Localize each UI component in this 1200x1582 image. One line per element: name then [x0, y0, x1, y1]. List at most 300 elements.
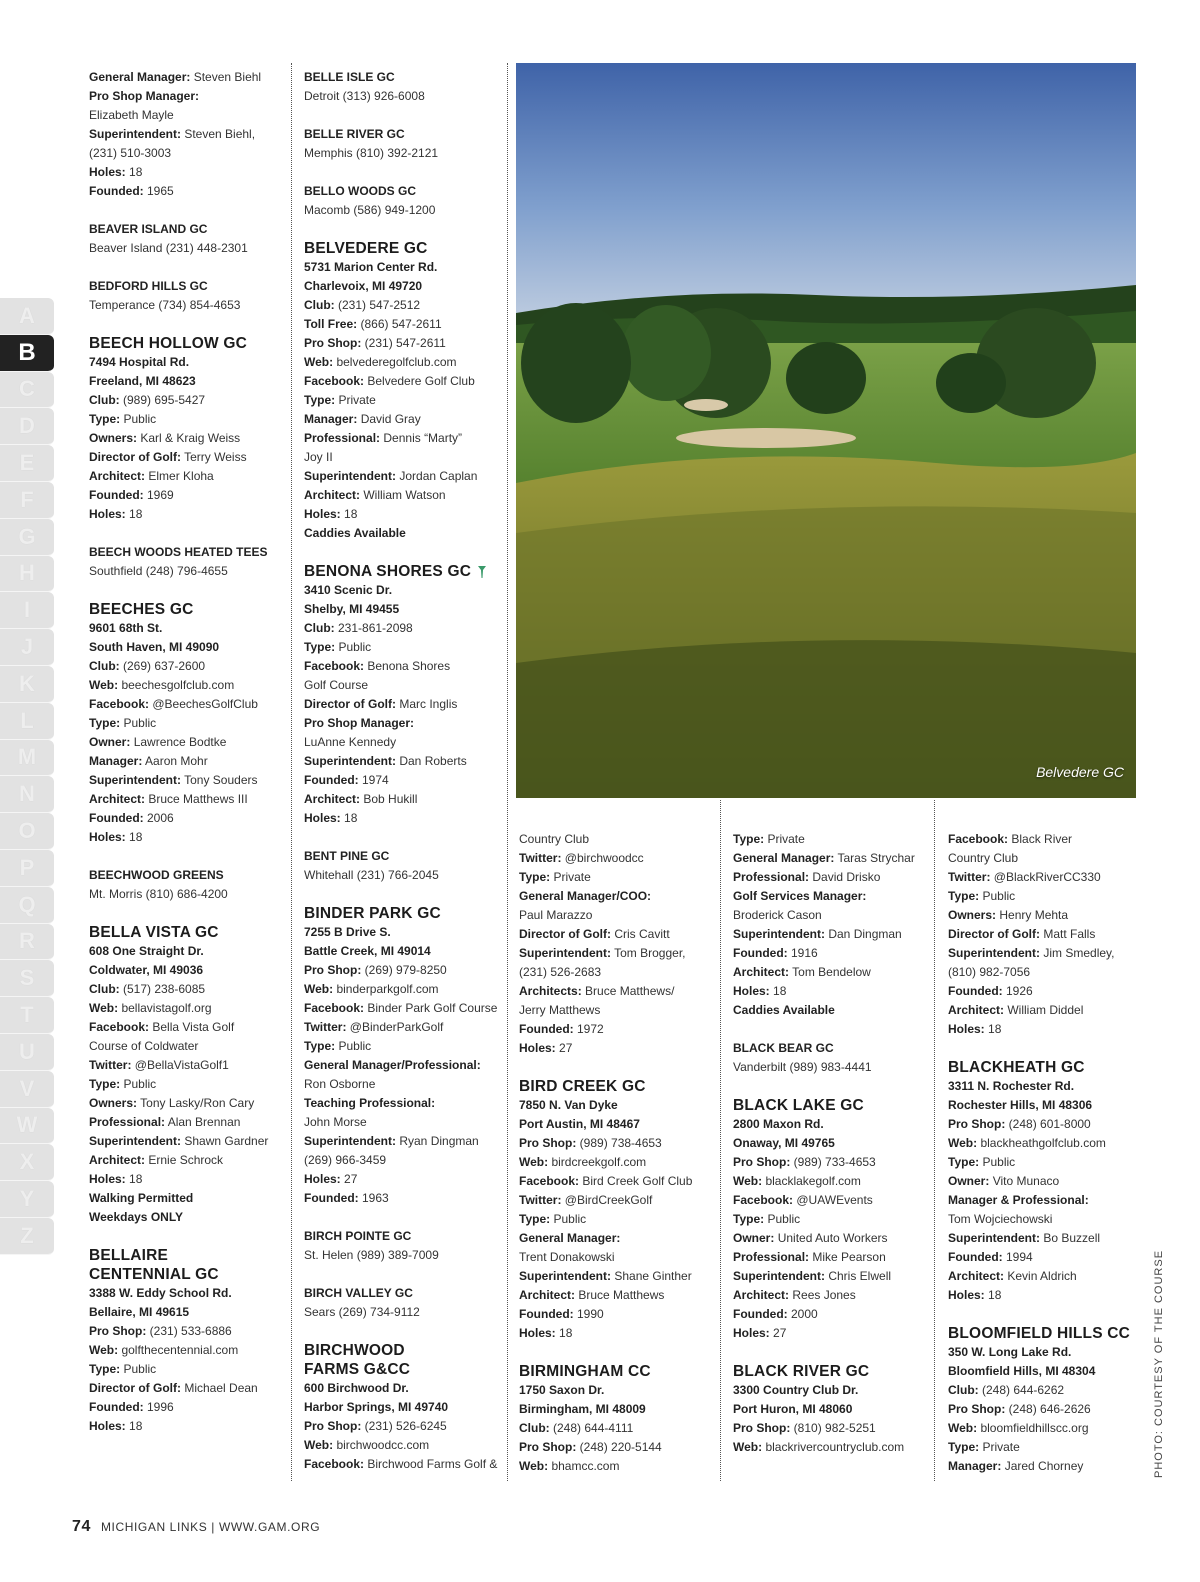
detail-line — [948, 1286, 1138, 1305]
course-name: BENONA SHORES GC — [304, 562, 500, 581]
detail-label: Owner: — [733, 1231, 775, 1245]
detail-line — [948, 1229, 1138, 1248]
alphabet-tab-k[interactable]: K — [0, 666, 54, 703]
detail-label: Club: — [948, 1383, 979, 1397]
note-line: Weekdays ONLY — [89, 1210, 184, 1224]
detail-value: Private — [767, 832, 805, 846]
course-name: BELLAIRE — [89, 1247, 169, 1264]
course-entry-continued — [89, 68, 279, 201]
detail-line — [519, 830, 709, 849]
detail-value: Belvedere Golf Club — [367, 374, 475, 388]
alphabet-tab-e[interactable]: E — [0, 445, 54, 482]
alphabet-tab-t[interactable]: T — [0, 997, 54, 1034]
detail-value: Dan Roberts — [399, 754, 467, 768]
detail-value: bellavistagolf.org — [121, 1001, 212, 1015]
detail-label: Holes: — [948, 1022, 985, 1036]
directory-column-3 — [519, 830, 709, 1495]
detail-line — [304, 657, 500, 676]
detail-label: General Manager: — [519, 1231, 621, 1245]
detail-line — [519, 1020, 709, 1039]
detail-line — [519, 1286, 709, 1305]
detail-label: Director of Golf: — [948, 927, 1040, 941]
detail-line — [519, 963, 709, 982]
detail-line — [948, 906, 1138, 925]
detail-label: General Manager: — [89, 70, 191, 84]
detail-line — [948, 1438, 1138, 1457]
detail-value: Beaver Island (231) 448-2301 — [89, 241, 248, 255]
detail-value: 18 — [129, 1419, 143, 1433]
detail-value: Public — [123, 716, 157, 730]
detail-value: Memphis (810) 392-2121 — [304, 146, 439, 160]
address-line: Harbor Springs, MI 49740 — [304, 1400, 449, 1414]
detail-label: Type: — [948, 1440, 980, 1454]
detail-label: Web: — [519, 1155, 549, 1169]
detail-line — [304, 391, 500, 410]
detail-label: Holes: — [519, 1326, 556, 1340]
detail-label: Holes: — [89, 1172, 126, 1186]
detail-line — [948, 887, 1138, 906]
course-name: BELVEDERE GC — [304, 240, 428, 257]
detail-line — [519, 1457, 709, 1476]
detail-label: Web: — [304, 355, 334, 369]
detail-line — [948, 1419, 1138, 1438]
detail-line — [519, 887, 709, 906]
detail-line — [304, 1037, 500, 1056]
detail-line — [519, 1419, 709, 1438]
detail-label: Pro Shop: — [948, 1117, 1006, 1131]
detail-value: William Watson — [363, 488, 446, 502]
detail-label: Architect: — [733, 1288, 790, 1302]
detail-value: 18 — [988, 1022, 1002, 1036]
course-name: BEECHWOOD GREENS — [89, 868, 224, 882]
detail-line — [519, 1153, 709, 1172]
detail-value: Detroit (313) 926-6008 — [304, 89, 425, 103]
detail-line — [519, 1172, 709, 1191]
alphabet-tab-f[interactable]: F — [0, 482, 54, 519]
detail-value: Golf Course — [304, 678, 369, 692]
detail-line — [89, 562, 279, 581]
address-line: 608 One Straight Dr. — [89, 944, 204, 958]
detail-line — [948, 849, 1138, 868]
address-line: Port Huron, MI 48060 — [733, 1402, 853, 1416]
detail-value: @BeechesGolfClub — [152, 697, 258, 711]
detail-line — [89, 885, 279, 904]
alphabet-tab-j[interactable]: J — [0, 629, 54, 666]
course-entry — [304, 125, 500, 163]
detail-label: Owners: — [948, 908, 997, 922]
course-name: BEECH WOODS HEATED TEES — [89, 545, 268, 559]
detail-label: Architect: — [89, 1153, 146, 1167]
detail-line — [519, 1324, 709, 1343]
detail-value: bhamcc.com — [551, 1459, 620, 1473]
detail-value: (269) 637-2600 — [123, 659, 206, 673]
alphabet-tab-u[interactable]: U — [0, 1034, 54, 1071]
detail-value: blacklakegolf.com — [765, 1174, 861, 1188]
course-entry — [89, 600, 279, 847]
detail-value: Sears (269) 734-9112 — [304, 1305, 420, 1319]
alphabet-tab-v[interactable]: V — [0, 1071, 54, 1108]
detail-label: Type: — [89, 1077, 121, 1091]
detail-label: Type: — [733, 832, 765, 846]
detail-label: Owner: — [89, 735, 131, 749]
course-name: FARMS G&CC — [304, 1361, 411, 1378]
directory-column-2 — [304, 68, 500, 1493]
detail-line — [89, 106, 279, 125]
detail-value: Tom Brogger, — [614, 946, 686, 960]
detail-label: Web: — [304, 1438, 334, 1452]
detail-label: Pro Shop: — [304, 963, 362, 977]
alphabet-tab-q[interactable]: Q — [0, 887, 54, 924]
detail-value: belvederegolfclub.com — [336, 355, 457, 369]
detail-label: Founded: — [519, 1022, 574, 1036]
detail-line — [519, 1267, 709, 1286]
detail-value: beechesgolfclub.com — [121, 678, 235, 692]
detail-value: (989) 738-4653 — [579, 1136, 662, 1150]
detail-line — [89, 87, 279, 106]
alphabet-tab-h[interactable]: H — [0, 556, 54, 593]
detail-label: Facebook: — [948, 832, 1009, 846]
detail-label: Architect: — [89, 792, 146, 806]
detail-line — [948, 1001, 1138, 1020]
detail-value: (989) 733-4653 — [793, 1155, 876, 1169]
detail-value: 1965 — [147, 184, 174, 198]
detail-line — [304, 315, 500, 334]
course-name: BELLE ISLE GC — [304, 70, 395, 84]
alphabet-tab-r[interactable]: R — [0, 924, 54, 961]
detail-value: @BlackRiverCC330 — [993, 870, 1101, 884]
detail-label: Founded: — [733, 1307, 788, 1321]
detail-label: Founded: — [304, 1191, 359, 1205]
detail-label: Facebook: — [89, 697, 150, 711]
detail-value: Dan Dingman — [828, 927, 902, 941]
detail-label: Superintendent: — [89, 1134, 181, 1148]
detail-label: Director of Golf: — [89, 450, 181, 464]
detail-line — [89, 1398, 279, 1417]
detail-line — [304, 1094, 500, 1113]
address-line: Bloomfield Hills, MI 48304 — [948, 1364, 1096, 1378]
course-name: BEECH HOLLOW GC — [89, 335, 247, 352]
alphabet-tab-m[interactable]: M — [0, 740, 54, 777]
detail-value: Bo Buzzell — [1043, 1231, 1101, 1245]
detail-line — [89, 505, 279, 524]
detail-value: Ernie Schrock — [148, 1153, 224, 1167]
address-line: Freeland, MI 48623 — [89, 374, 196, 388]
detail-label: Founded: — [948, 1250, 1003, 1264]
detail-line — [304, 448, 500, 467]
detail-line — [89, 1056, 279, 1075]
detail-line — [733, 1324, 923, 1343]
alphabet-tab-s[interactable]: S — [0, 960, 54, 997]
alphabet-tab-d[interactable]: D — [0, 408, 54, 445]
alphabet-tab-g[interactable]: G — [0, 519, 54, 556]
detail-line — [304, 486, 500, 505]
alphabet-tab-c[interactable]: C — [0, 372, 54, 409]
detail-line — [519, 1210, 709, 1229]
detail-value: Private — [338, 393, 376, 407]
detail-value: (269) 979-8250 — [364, 963, 447, 977]
course-entry — [948, 1324, 1138, 1476]
detail-value: Dennis “Marty” — [383, 431, 463, 445]
detail-label: Professional: — [304, 431, 381, 445]
detail-value: 27 — [344, 1172, 358, 1186]
detail-value: Ron Osborne — [304, 1077, 376, 1091]
detail-label: Owner: — [948, 1174, 990, 1188]
detail-label: Web: — [733, 1440, 763, 1454]
detail-value: Public — [982, 1155, 1016, 1169]
detail-label: Holes: — [89, 165, 126, 179]
detail-label: Superintendent: — [733, 927, 825, 941]
detail-value: 27 — [559, 1041, 573, 1055]
detail-label: Type: — [89, 716, 121, 730]
detail-value: Steven Biehl — [193, 70, 262, 84]
address-line: 7494 Hospital Rd. — [89, 355, 190, 369]
detail-label: Pro Shop: — [89, 1324, 147, 1338]
detail-value: 1916 — [791, 946, 818, 960]
detail-value: (517) 238-6085 — [123, 982, 206, 996]
course-entry — [89, 220, 279, 258]
detail-value: @birchwoodcc — [564, 851, 644, 865]
detail-line — [733, 849, 923, 868]
detail-label: Holes: — [733, 984, 770, 998]
alphabet-tab-i[interactable]: I — [0, 592, 54, 629]
detail-line — [519, 868, 709, 887]
detail-value: Private — [553, 870, 591, 884]
detail-line — [89, 239, 279, 258]
detail-line — [89, 733, 279, 752]
detail-label: Pro Shop: — [519, 1136, 577, 1150]
detail-value: 1996 — [147, 1400, 174, 1414]
detail-line — [89, 752, 279, 771]
column-divider — [507, 63, 508, 1481]
detail-value: Alan Brennan — [167, 1115, 241, 1129]
detail-value: Temperance (734) 854-4653 — [89, 298, 241, 312]
address-line: 9601 68th St. — [89, 621, 163, 635]
detail-line — [89, 410, 279, 429]
detail-label: Web: — [948, 1136, 978, 1150]
detail-value: Henry Mehta — [999, 908, 1069, 922]
detail-label: Architect: — [304, 488, 361, 502]
detail-value: (231) 547-2512 — [338, 298, 421, 312]
address-line: 350 W. Long Lake Rd. — [948, 1345, 1072, 1359]
detail-line — [733, 1419, 923, 1438]
detail-value: 1963 — [362, 1191, 389, 1205]
detail-line — [89, 695, 279, 714]
detail-value: Tony Lasky/Ron Cary — [140, 1096, 255, 1110]
course-name: BENT PINE GC — [304, 849, 390, 863]
detail-line — [89, 448, 279, 467]
detail-line — [89, 296, 279, 315]
detail-line — [304, 1417, 500, 1436]
detail-label: Pro Shop: — [733, 1421, 791, 1435]
detail-label: Type: — [89, 1362, 121, 1376]
detail-line — [304, 505, 500, 524]
detail-label: Teaching Professional: — [304, 1096, 436, 1110]
alphabet-tab-p[interactable]: P — [0, 850, 54, 887]
alphabet-tab-n[interactable]: N — [0, 776, 54, 813]
detail-line — [733, 830, 923, 849]
alphabet-tab-z[interactable]: Z — [0, 1218, 54, 1255]
detail-value: binderparkgolf.com — [336, 982, 439, 996]
detail-line — [304, 714, 500, 733]
detail-line — [304, 1113, 500, 1132]
detail-value: Jim Smedley, — [1043, 946, 1115, 960]
detail-line — [948, 1153, 1138, 1172]
detail-line — [304, 809, 500, 828]
detail-label: Superintendent: — [948, 946, 1040, 960]
directory-column-1 — [89, 68, 279, 1455]
detail-line — [519, 1248, 709, 1267]
detail-value: Jerry Matthews — [519, 1003, 601, 1017]
course-name: BEECHES GC — [89, 601, 194, 618]
course-name: BLACK RIVER GC — [733, 1363, 870, 1380]
detail-label: Director of Golf: — [304, 697, 396, 711]
detail-value: (248) 644-6262 — [982, 1383, 1065, 1397]
detail-value: (248) 644-4111 — [553, 1421, 634, 1435]
detail-label: Founded: — [89, 811, 144, 825]
detail-value: Mt. Morris (810) 686-4200 — [89, 887, 228, 901]
detail-label: Owners: — [89, 1096, 138, 1110]
detail-label: Pro Shop: — [948, 1402, 1006, 1416]
detail-label: Pro Shop: — [733, 1155, 791, 1169]
detail-line — [304, 87, 500, 106]
detail-label: Holes: — [89, 1419, 126, 1433]
detail-value: 1994 — [1006, 1250, 1033, 1264]
course-name: BINDER PARK GC — [304, 905, 441, 922]
detail-line — [519, 849, 709, 868]
detail-label: Web: — [89, 678, 119, 692]
detail-line — [89, 1113, 279, 1132]
detail-line — [304, 733, 500, 752]
detail-label: Architects: — [519, 984, 582, 998]
detail-value: 18 — [344, 507, 358, 521]
detail-label: Holes: — [89, 507, 126, 521]
detail-label: Club: — [89, 659, 120, 673]
detail-label: Architect: — [948, 1003, 1005, 1017]
note-line: Caddies Available — [733, 1003, 835, 1017]
detail-line — [89, 125, 279, 144]
address-line: 600 Birchwood Dr. — [304, 1381, 409, 1395]
detail-label: Web: — [89, 1001, 119, 1015]
detail-label: Facebook: — [89, 1020, 150, 1034]
detail-value: Elizabeth Mayle — [89, 108, 174, 122]
alphabet-tab-w[interactable]: W — [0, 1108, 54, 1145]
detail-value: (248) 220-5144 — [579, 1440, 662, 1454]
alphabet-tab-b[interactable]: B — [0, 335, 54, 372]
alphabet-tab-o[interactable]: O — [0, 813, 54, 850]
detail-line — [948, 1248, 1138, 1267]
alphabet-tab-y[interactable]: Y — [0, 1181, 54, 1218]
detail-line — [89, 790, 279, 809]
detail-value: United Auto Workers — [777, 1231, 888, 1245]
detail-label: Facebook: — [304, 374, 365, 388]
detail-label: Type: — [89, 412, 121, 426]
course-name: BIRCHWOOD — [304, 1342, 405, 1359]
detail-line — [304, 410, 500, 429]
course-entry — [733, 1096, 923, 1343]
course-entry — [519, 1077, 709, 1343]
detail-value: 18 — [129, 507, 143, 521]
detail-value: 1990 — [577, 1307, 604, 1321]
detail-value: bloomfieldhillscc.org — [980, 1421, 1089, 1435]
detail-value: @BirdCreekGolf — [564, 1193, 653, 1207]
course-entry — [948, 830, 1138, 1039]
detail-label: Founded: — [89, 488, 144, 502]
detail-label: Type: — [304, 1039, 336, 1053]
detail-line — [304, 1056, 500, 1075]
course-entry — [304, 847, 500, 885]
detail-value: Public — [338, 1039, 372, 1053]
detail-label: Pro Shop: — [304, 1419, 362, 1433]
detail-label: Facebook: — [304, 659, 365, 673]
detail-label: Toll Free: — [304, 317, 358, 331]
detail-line — [304, 429, 500, 448]
detail-value: Paul Marazzo — [519, 908, 593, 922]
alphabet-tab-a[interactable]: A — [0, 298, 54, 335]
detail-line — [519, 1191, 709, 1210]
detail-line — [733, 1305, 923, 1324]
detail-label: Architect: — [733, 965, 790, 979]
detail-value: Black River — [1011, 832, 1073, 846]
detail-value: John Morse — [304, 1115, 367, 1129]
detail-value: Public — [553, 1212, 587, 1226]
detail-value: (231) 533-6886 — [149, 1324, 232, 1338]
detail-value: Trent Donakowski — [519, 1250, 615, 1264]
address-line: 3300 Country Club Dr. — [733, 1383, 859, 1397]
alphabet-tab-x[interactable]: X — [0, 1144, 54, 1181]
detail-value: David Drisko — [812, 870, 881, 884]
detail-line — [304, 999, 500, 1018]
directory-column-5 — [948, 830, 1138, 1495]
detail-line — [304, 1189, 500, 1208]
course-name: BIRMINGHAM CC — [519, 1363, 651, 1380]
detail-label: Type: — [304, 640, 336, 654]
detail-label: Twitter: — [89, 1058, 132, 1072]
detail-label: Superintendent: — [733, 1269, 825, 1283]
detail-line — [89, 1417, 279, 1436]
detail-value: Tony Souders — [184, 773, 258, 787]
detail-label: Holes: — [304, 811, 341, 825]
detail-value: 2000 — [791, 1307, 818, 1321]
course-entry — [89, 334, 279, 524]
course-name: CENTENNIAL GC — [89, 1266, 219, 1283]
detail-value: St. Helen (989) 389-7009 — [304, 1248, 439, 1262]
detail-value: 1974 — [362, 773, 389, 787]
detail-line — [733, 1172, 923, 1191]
detail-label: Owners: — [89, 431, 138, 445]
detail-value: 18 — [559, 1326, 573, 1340]
detail-value: Public — [123, 412, 157, 426]
detail-value: Birchwood Farms Golf & — [367, 1457, 498, 1471]
detail-line — [304, 144, 500, 163]
course-entry — [733, 1362, 923, 1457]
detail-value: blackheathgolfclub.com — [980, 1136, 1106, 1150]
detail-line — [733, 1286, 923, 1305]
detail-value: (810) 982-7056 — [948, 965, 1031, 979]
detail-label: Superintendent: — [519, 1269, 611, 1283]
detail-line — [89, 1379, 279, 1398]
detail-value: birdcreekgolf.com — [551, 1155, 647, 1169]
publication-name: MICHIGAN LINKS | WWW.GAM.ORG — [100, 1520, 321, 1534]
detail-line — [89, 1151, 279, 1170]
alphabet-tab-l[interactable]: L — [0, 703, 54, 740]
course-entry — [89, 543, 279, 581]
detail-value: 18 — [344, 811, 358, 825]
course-name: BLACK LAKE GC — [733, 1097, 864, 1114]
detail-line — [89, 486, 279, 505]
detail-label: Holes: — [733, 1326, 770, 1340]
detail-line — [304, 1170, 500, 1189]
column-divider — [720, 800, 721, 1481]
